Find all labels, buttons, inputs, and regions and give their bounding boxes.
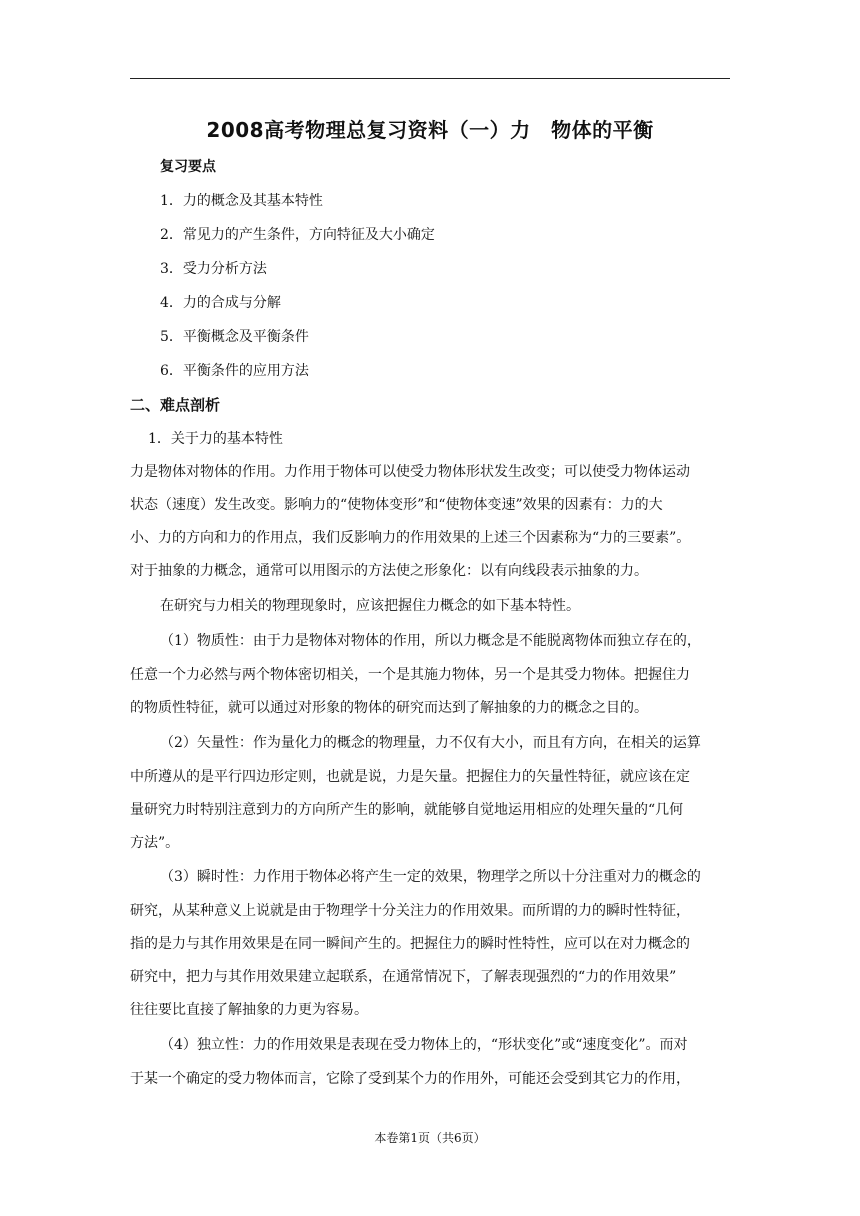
- body-line: 状态（速度）发生改变。影响力的“使物体变形”和“使物体变速”效果的因素有：力的大: [130, 497, 663, 513]
- body-line: 的物质性特征，就可以通过对形象的物体的研究而达到了解抽象的力的概念之目的。: [130, 700, 648, 716]
- body-line: 对于抽象的力概念，通常可以用图示的方法使之形象化：以有向线段表示抽象的力。: [130, 563, 648, 579]
- body-line: 在研究与力相关的物理现象时，应该把握住力概念的如下基本特性。: [160, 598, 580, 614]
- body-line: （1）物质性：由于力是物体对物体的作用，所以力概念是不能脱离物体而独立存在的，: [160, 633, 701, 649]
- page-footer: 本卷第1页（共6页）: [374, 1131, 486, 1145]
- body-line: 中所遵从的是平行四边形定则，也就是说，力是矢量。把握住力的矢量性特征，就应该在定: [130, 769, 690, 785]
- body-line: 往往要比直接了解抽象的力更为容易。: [130, 1002, 368, 1018]
- body-line: 研究中，把力与其作用效果建立起联系，在通常情况下，了解表现强烈的“力的作用效果”: [130, 969, 677, 985]
- subsection-heading: 1．关于力的基本特性: [148, 431, 283, 447]
- body-line: 量研究力时特别注意到力的方向所产生的影响，就能够自觉地运用相应的处理矢量的“几何: [130, 802, 684, 818]
- document-title: 2008高考物理总复习资料（一）力 物体的平衡: [206, 118, 654, 142]
- body-line: 于某一个确定的受力物体而言，它除了受到某个力的作用外，可能还会受到其它力的作用，: [130, 1071, 690, 1087]
- body-line: 方法”。: [130, 835, 180, 851]
- body-line: （2）矢量性：作为量化力的概念的物理量，力不仅有大小，而且有方向，在相关的运算: [160, 735, 701, 751]
- header-rule: [130, 78, 730, 79]
- review-item: 2．常见力的产生条件，方向特征及大小确定: [160, 227, 435, 243]
- body-line: 小、力的方向和力的作用点，我们反影响力的作用效果的上述三个因素称为“力的三要素”。: [130, 530, 691, 546]
- review-item: 1．力的概念及其基本特性: [160, 193, 323, 209]
- review-heading: 复习要点: [160, 159, 216, 175]
- body-line: 研究，从某种意义上说就是由于物理学十分关注力的作用效果。而所谓的力的瞬时性特征，: [130, 903, 690, 919]
- review-item: 3．受力分析方法: [160, 261, 267, 277]
- review-item: 5．平衡概念及平衡条件: [160, 329, 309, 345]
- body-line: （3）瞬时性：力作用于物体必将产生一定的效果，物理学之所以十分注重对力的概念的: [160, 869, 701, 885]
- section-heading: 二、难点剖析: [130, 396, 221, 414]
- body-line: （4）独立性：力的作用效果是表现在受力物体上的，“形状变化”或“速度变化”。而对: [160, 1037, 688, 1053]
- body-line: 力是物体对物体的作用。力作用于物体可以使受力物体形状发生改变；可以使受力物体运动: [130, 464, 690, 480]
- review-item: 6．平衡条件的应用方法: [160, 363, 309, 379]
- body-line: 指的是力与其作用效果是在同一瞬间产生的。把握住力的瞬时性特性，应可以在对力概念的: [130, 936, 690, 952]
- review-item: 4．力的合成与分解: [160, 295, 281, 311]
- body-line: 任意一个力必然与两个物体密切相关，一个是其施力物体，另一个是其受力物体。把握住力: [130, 667, 690, 683]
